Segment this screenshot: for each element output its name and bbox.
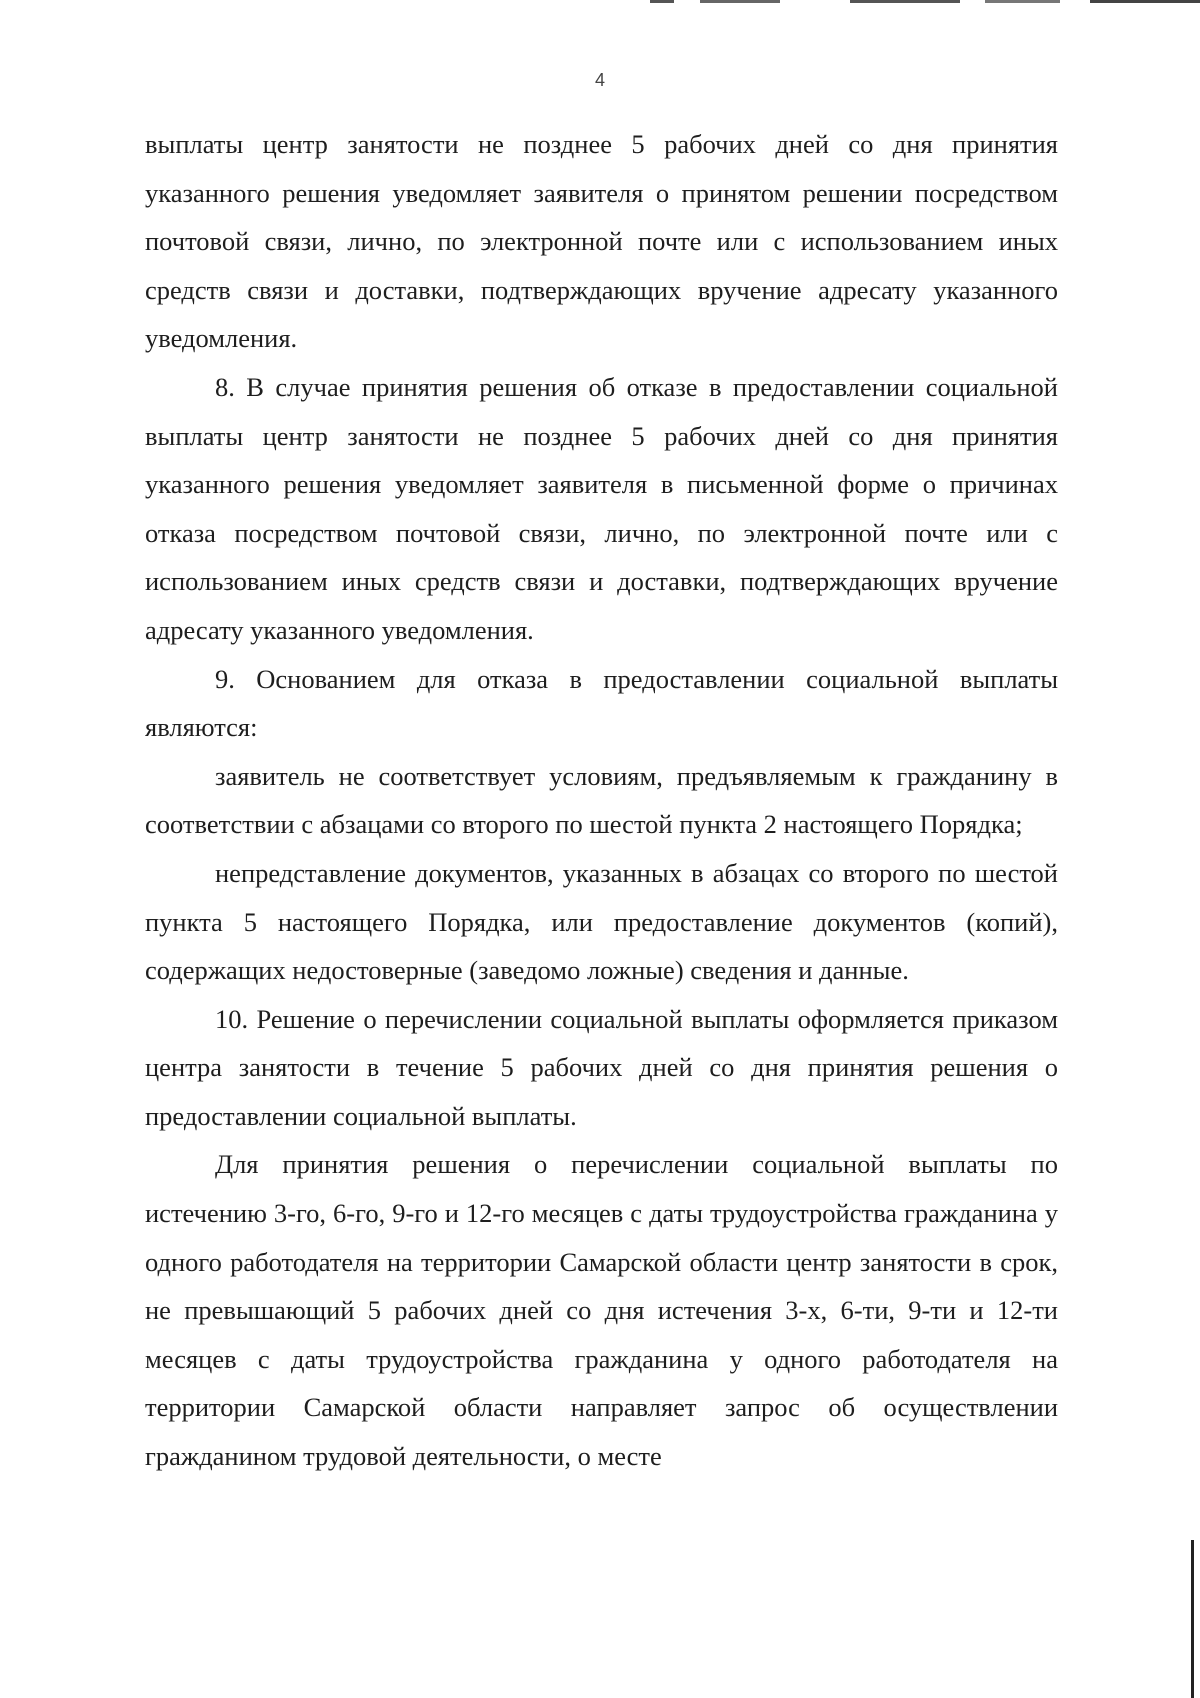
page-number: 4 [594, 70, 605, 90]
paragraph-item-8: 8. В случае принятия решения об отказе в предоставлении социальной выплаты центр занятости не позднее 5 рабочих дней со дня принятия указанного решения уведомляет заявителя в письменной форме о причинах отказа посредством почтовой связи, лично, по электронной почте или с использованием иных средств связи и доставки, подтверждающих вручение адресату указанного уведомления. [145, 371, 1058, 645]
paragraph-ground-1: заявитель не соответствует условиям, предъявляемым к гражданину в соответствии с абзацами со второго по шестой пункта 2 настоящего Порядка; [145, 760, 1058, 840]
paragraph-item-10: 10. Решение о перечислении социальной выплаты оформляется приказом центра занятости в течение 5 рабочих дней со дня принятия решения о предоставлении социальной выплаты. [145, 1003, 1058, 1131]
scan-edge-right [1191, 1540, 1194, 1698]
paragraph-item-9: 9. Основанием для отказа в предоставлении социальной выплаты являются: [145, 663, 1058, 743]
paragraph-payment-request: Для принятия решения о перечислении социальной выплаты по истечению 3-го, 6-го, 9-го и 12-го месяцев с даты трудоустройства гражданина у одного работодателя на территории Самарской области центр занятости в срок, не превышающий 5 рабочих дней со дня истечения 3-х, 6-ти, 9-ти и 12-ти месяцев с даты трудоустройства гражданина у одного работодателя на территории Самарской области направляет запрос об осуществлении гражданином трудовой деятельности, о месте [145, 1149, 1058, 1472]
paragraph-ground-2: непредставление документов, указанных в абзацах со второго по шестой пункта 5 настоящего Порядка, или предоставление документов (копий), содержащих недостоверные (заведомо ложные) сведения и данные. [145, 857, 1058, 986]
scan-edge-top [640, 0, 1200, 3]
document-body [145, 120, 1058, 1481]
paragraph-continuation: выплаты центр занятости не позднее 5 рабочих дней со дня принятия указанного решения уведомляет заявителя о принятом решении посредством почтовой связи, лично, по электронной почте или с использованием иных средств связи и доставки, подтверждающих вручение адресату указанного уведомления. [145, 129, 1058, 354]
